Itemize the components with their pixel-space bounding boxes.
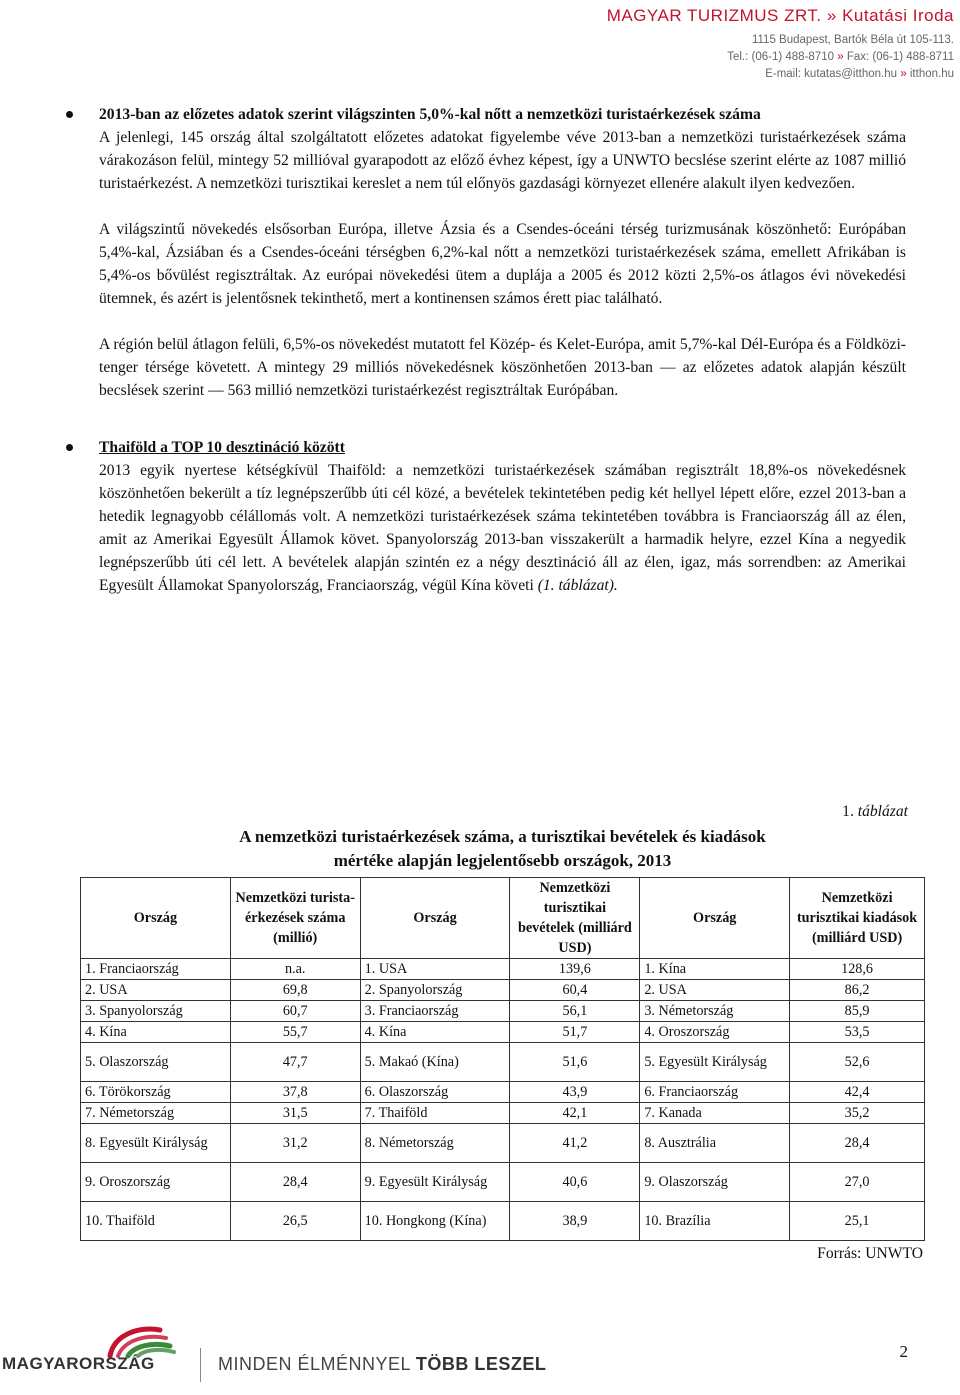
destinations-table	[80, 877, 925, 1241]
table-cell: 42,4	[790, 1082, 925, 1103]
table-cell: 55,7	[230, 1022, 360, 1043]
table-cell: 60,4	[510, 980, 640, 1001]
paragraph-2: A világszintű növekedés elsősorban Európa, illetve Ázsia és a Csendes-óceáni térség turizmusának köszönhető: Európában 5,4%-kal, Ázsiában és a Csendes-óceáni térségben 6,2%-kal nőtt a nemzetközi turistaérkezések száma, emellett Afrikában is 5,4%-os bővülést regisztráltak. Az európai növekedési ütem a duplája a 2005 és 2012 közti 2,5%-os átlagos évi növekedési ütemnek, és azért is jelentősnek tekinthető, mert a kontinensen számos érett piac található.	[99, 221, 906, 307]
table-cell: 8. Egyesült Királyság	[81, 1124, 231, 1163]
table-cell: 51,7	[510, 1022, 640, 1043]
paragraph-4-text: 2013 egyik nyertese kétségkívül Thaiföld: a nemzetközi turistaérkezések számában regisztrált 18,8%-os növekedésnek köszönhetően bekerült a tíz legnépszerűbb úti cél közé, a bevételek tekintetében pedig két hellyel lépett előre, ezzel 2013-ban a hetedik legnagyobb célállomás volt. A nemzetközi turistaérkezések száma tekintetében továbbra is Franciaország áll az élen, amit az Amerikai Egyesült Államok követ. Spanyolország 2013-ban visszakerült a harmadik helyre, ezzel Kína a negyedik legnépszerűbb úti cél lett. A bevételek alapján szintén ez a négy desztináció áll az élen, igaz, más sorrendben: az Amerikai Egyesült Államokat Spanyolország, Franciaország, végül Kína követi	[99, 462, 906, 594]
table-cell: 5. Olaszország	[81, 1043, 231, 1082]
table-cell: 128,6	[790, 959, 925, 980]
table-source: Forrás: UNWTO	[817, 1245, 923, 1262]
table-cell: 3. Németország	[640, 1001, 790, 1022]
table-cell: 42,1	[510, 1103, 640, 1124]
table-cell: 86,2	[790, 980, 925, 1001]
table-cell: 53,5	[790, 1022, 925, 1043]
table-cell: 27,0	[790, 1163, 925, 1202]
table-cell: 60,7	[230, 1001, 360, 1022]
table-cell: 1. Kína	[640, 959, 790, 980]
document-body	[99, 103, 906, 597]
table-cell: 85,9	[790, 1001, 925, 1022]
letterhead-company	[607, 6, 954, 26]
table-title-line-2: mértéke alapján legjelentősebb országok, 2013	[333, 851, 672, 870]
table-cell: 4. Kína	[81, 1022, 231, 1043]
table-cell: 139,6	[510, 959, 640, 980]
table-cell: 2. USA	[81, 980, 231, 1001]
country-logo-text: MAGYARORSZÁG	[2, 1354, 155, 1373]
table-cell: 4. Oroszország	[640, 1022, 790, 1043]
table-cell: 28,4	[230, 1163, 360, 1202]
table-cell: 10. Thaiföld	[81, 1202, 231, 1241]
table-row	[81, 959, 925, 980]
table-cell: 7. Németország	[81, 1103, 231, 1124]
table-number: 1. táblázat	[842, 803, 908, 820]
column-header: Nemzetközi turisztikai bevételek (milliárd USD)	[510, 878, 640, 959]
company-name: MAGYAR TURIZMUS ZRT.	[606, 6, 822, 25]
table-cell: 37,8	[230, 1082, 360, 1103]
paragraph-4	[99, 459, 906, 597]
table-cell: 7. Thaiföld	[360, 1103, 510, 1124]
table-row	[81, 1124, 925, 1163]
table-cell: 9. Oroszország	[81, 1163, 231, 1202]
section-heading-1-text: 2013-ban az előzetes adatok szerint világszinten 5,0%-kal nőtt a nemzetközi turistaérkezések száma	[99, 106, 761, 123]
table-cell: 8. Ausztrália	[640, 1124, 790, 1163]
table-cell: 3. Spanyolország	[81, 1001, 231, 1022]
table-cell: 9. Egyesült Királyság	[360, 1163, 510, 1202]
table-row	[81, 1082, 925, 1103]
letterhead	[607, 6, 954, 83]
table-row	[81, 1103, 925, 1124]
table-cell: 4. Kína	[360, 1022, 510, 1043]
email-address[interactable]: E-mail: kutatas@itthon.hu	[765, 68, 898, 80]
table-cell: 5. Makaó (Kína)	[360, 1043, 510, 1082]
table-cell: 7. Kanada	[640, 1103, 790, 1124]
table-cell: 6. Olaszország	[360, 1082, 510, 1103]
table-section	[80, 801, 925, 1263]
table-header-row	[81, 878, 925, 959]
paragraph-1: A jelenlegi, 145 ország által szolgáltatott előzetes adatokat figyelembe véve 2013-ban a nemzetközi turistaérkezések száma várakozáson felül, mintegy 52 millióval gyarapodott az előző évhez képest, így a UNWTO becslése szerint elérte az 1087 millió turistaérkezést. A nemzetközi turisztikai kereslet a nem túl előnyös gazdasági környezet ellenére alakult ilyen kedvezően.	[99, 129, 906, 192]
table-cell: 31,5	[230, 1103, 360, 1124]
phone-number: Tel.: (06-1) 488-8710	[727, 51, 834, 63]
table-cell: 8. Németország	[360, 1124, 510, 1163]
paragraph-3: A régión belül átlagon felüli, 6,5%-os növekedést mutatott fel Közép- és Kelet-Európa, amit 5,7%-kal Dél-Európa és a Földközi-tenger térsége követett. A mintegy 29 milliós növekedésnek köszönhetően 2013-ban — az előzetes adatok alapján készült becslések szerint — 563 millió nemzetközi turistaérkezést regisztráltak Európában.	[99, 336, 906, 399]
table-row	[81, 1043, 925, 1082]
table-cell: 35,2	[790, 1103, 925, 1124]
section-heading-1	[66, 103, 906, 126]
table-reference: (1. táblázat).	[537, 577, 618, 594]
column-header: Ország	[81, 878, 231, 959]
table-cell: 41,2	[510, 1124, 640, 1163]
table-cell: 3. Franciaország	[360, 1001, 510, 1022]
table-cell: 2. Spanyolország	[360, 980, 510, 1001]
table-cell: 5. Egyesült Királyság	[640, 1043, 790, 1082]
separator-glyph: »	[826, 6, 837, 25]
column-header: Nemzetközi turisztikai kiadások (milliárd USD)	[790, 878, 925, 959]
table-row	[81, 1202, 925, 1241]
table-row	[81, 1022, 925, 1043]
column-header: Ország	[360, 878, 510, 959]
table-cell: 28,4	[790, 1124, 925, 1163]
letterhead-phone-fax: Tel.: (06-1) 488-8710 » Fax: (06-1) 488-8711	[727, 51, 954, 63]
fax-number: Fax: (06-1) 488-8711	[846, 51, 954, 63]
table-row	[81, 1163, 925, 1202]
footer-slogan: MINDEN ÉLMÉNNYEL TÖBB LESZEL	[218, 1354, 547, 1374]
table-cell: 10. Brazília	[640, 1202, 790, 1241]
table-cell: 25,1	[790, 1202, 925, 1241]
letterhead-address: 1115 Budapest, Bartók Béla út 105-113.	[751, 34, 954, 46]
table-cell: 10. Hongkong (Kína)	[360, 1202, 510, 1241]
table-title	[80, 825, 925, 873]
table-cell: 52,6	[790, 1043, 925, 1082]
table-cell: 69,8	[230, 980, 360, 1001]
department-name: Kutatási Iroda	[842, 6, 954, 25]
column-header: Nemzetközi turista-érkezések száma (millió)	[230, 878, 360, 959]
column-header: Ország	[640, 878, 790, 959]
table-cell: 1. USA	[360, 959, 510, 980]
section-heading-2	[66, 436, 906, 459]
table-cell: 1. Franciaország	[81, 959, 231, 980]
table-title-line-1: A nemzetközi turistaérkezések száma, a turisztikai bevételek és kiadások	[239, 827, 766, 846]
table-row	[81, 980, 925, 1001]
table-cell: 40,6	[510, 1163, 640, 1202]
table-cell: 26,5	[230, 1202, 360, 1241]
website-link[interactable]: itthon.hu	[909, 68, 954, 80]
table-row	[81, 1001, 925, 1022]
footer	[0, 1320, 960, 1395]
section-heading-2-text: Thaiföld a TOP 10 desztináció között	[99, 439, 345, 456]
table-cell: 2. USA	[640, 980, 790, 1001]
table-cell: 6. Franciaország	[640, 1082, 790, 1103]
table-cell: 56,1	[510, 1001, 640, 1022]
page-number: 2	[899, 1342, 908, 1361]
table-cell: 31,2	[230, 1124, 360, 1163]
table-cell: 38,9	[510, 1202, 640, 1241]
table-cell: n.a.	[230, 959, 360, 980]
table-cell: 47,7	[230, 1043, 360, 1082]
letterhead-contact: E-mail: kutatas@itthon.hu » itthon.hu	[765, 68, 954, 80]
footer-divider	[200, 1348, 201, 1382]
table-cell: 6. Törökország	[81, 1082, 231, 1103]
table-cell: 9. Olaszország	[640, 1163, 790, 1202]
table-cell: 43,9	[510, 1082, 640, 1103]
table-cell: 51,6	[510, 1043, 640, 1082]
